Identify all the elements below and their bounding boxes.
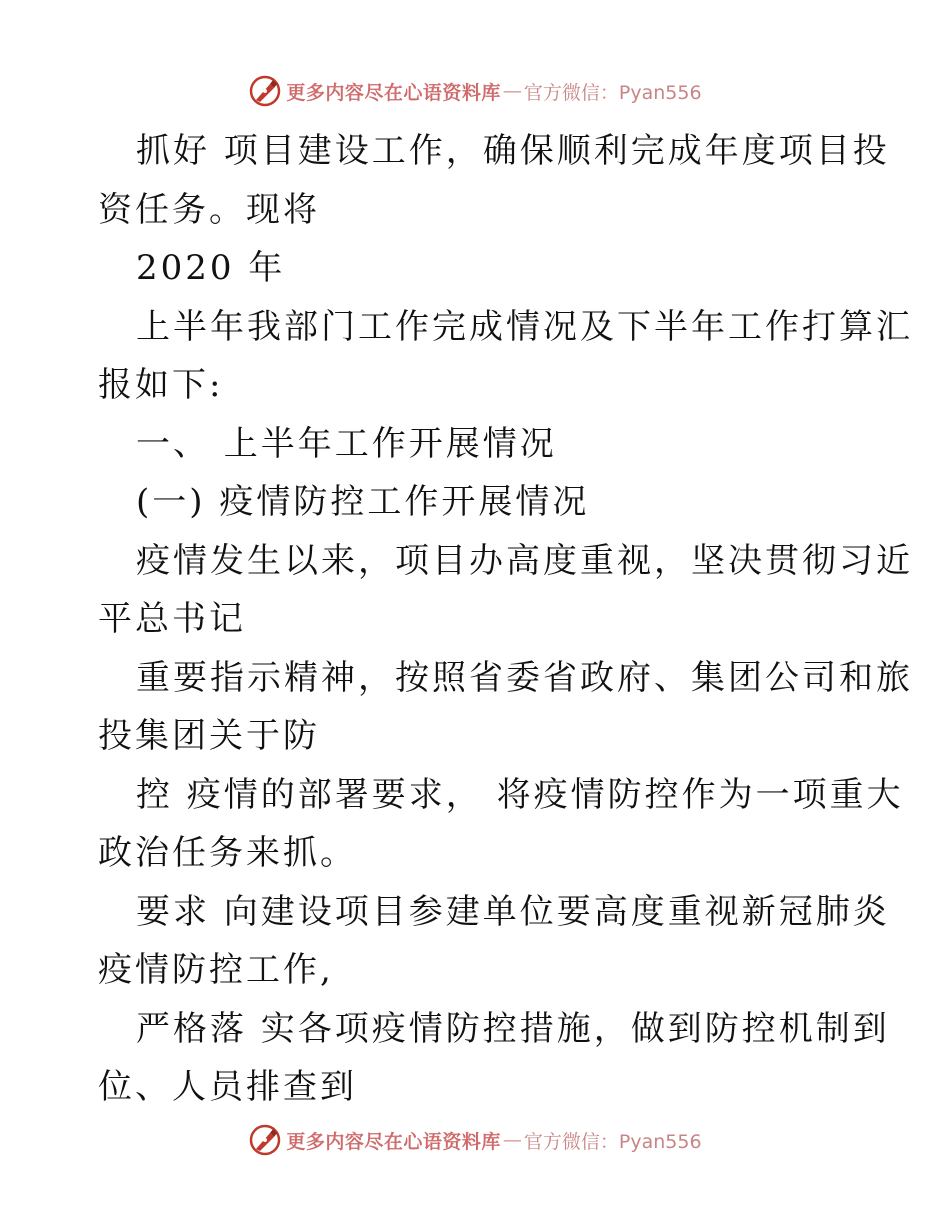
body-line: 上半年我部门工作完成情况及下半年工作打算汇 (136, 306, 913, 347)
body-line: 政治任务来抓。 (98, 833, 357, 873)
watermark-wechat-text: 官方微信：Pyan556 (523, 1130, 702, 1153)
body-line: 严格落 实各项疫情防控措施，做到防控机制到 (136, 1008, 890, 1049)
watermark-main-text: 更多内容尽在心语资料库 (286, 1130, 501, 1153)
watermark-separator: — (502, 1129, 522, 1151)
body-line: 报如下: (98, 365, 224, 405)
body-line: 要求 向建设项目参建单位要高度重视新冠肺炎 (136, 891, 890, 932)
pen-logo-icon (248, 1123, 282, 1157)
body-line: 控 疫情的部署要求， 将疫情防控作为一项重大 (136, 774, 904, 815)
footer-watermark (0, 1120, 950, 1160)
body-line: 疫情防控工作, (98, 950, 334, 990)
body-line: 抓好 项目建设工作，确保顺利完成年度项目投 (136, 131, 890, 171)
header-watermark (0, 71, 950, 111)
pen-logo-icon (248, 74, 282, 108)
body-line: 位、人员排查到 (98, 1067, 357, 1107)
body-line: 资任务。现将 (98, 189, 320, 230)
body-line: 重要指示精神，按照省委省政府、集团公司和旅 (136, 657, 913, 698)
watermark-main-text: 更多内容尽在心语资料库 (286, 81, 501, 104)
watermark-separator: — (502, 80, 522, 102)
watermark-wechat-text: 官方微信：Pyan556 (523, 81, 702, 104)
body-line: 疫情发生以来，项目办高度重视，坚决贯彻习近 (136, 540, 913, 581)
body-line: 投集团关于防 (98, 716, 320, 756)
section-heading: 一、 上半年工作开展情况 (136, 423, 557, 464)
body-line: 平总书记 (98, 599, 246, 639)
subsection-heading: (一) 疫情防控工作开展情况 (136, 482, 590, 522)
document-body (98, 122, 913, 1117)
body-line: 2020 年 (136, 248, 286, 288)
